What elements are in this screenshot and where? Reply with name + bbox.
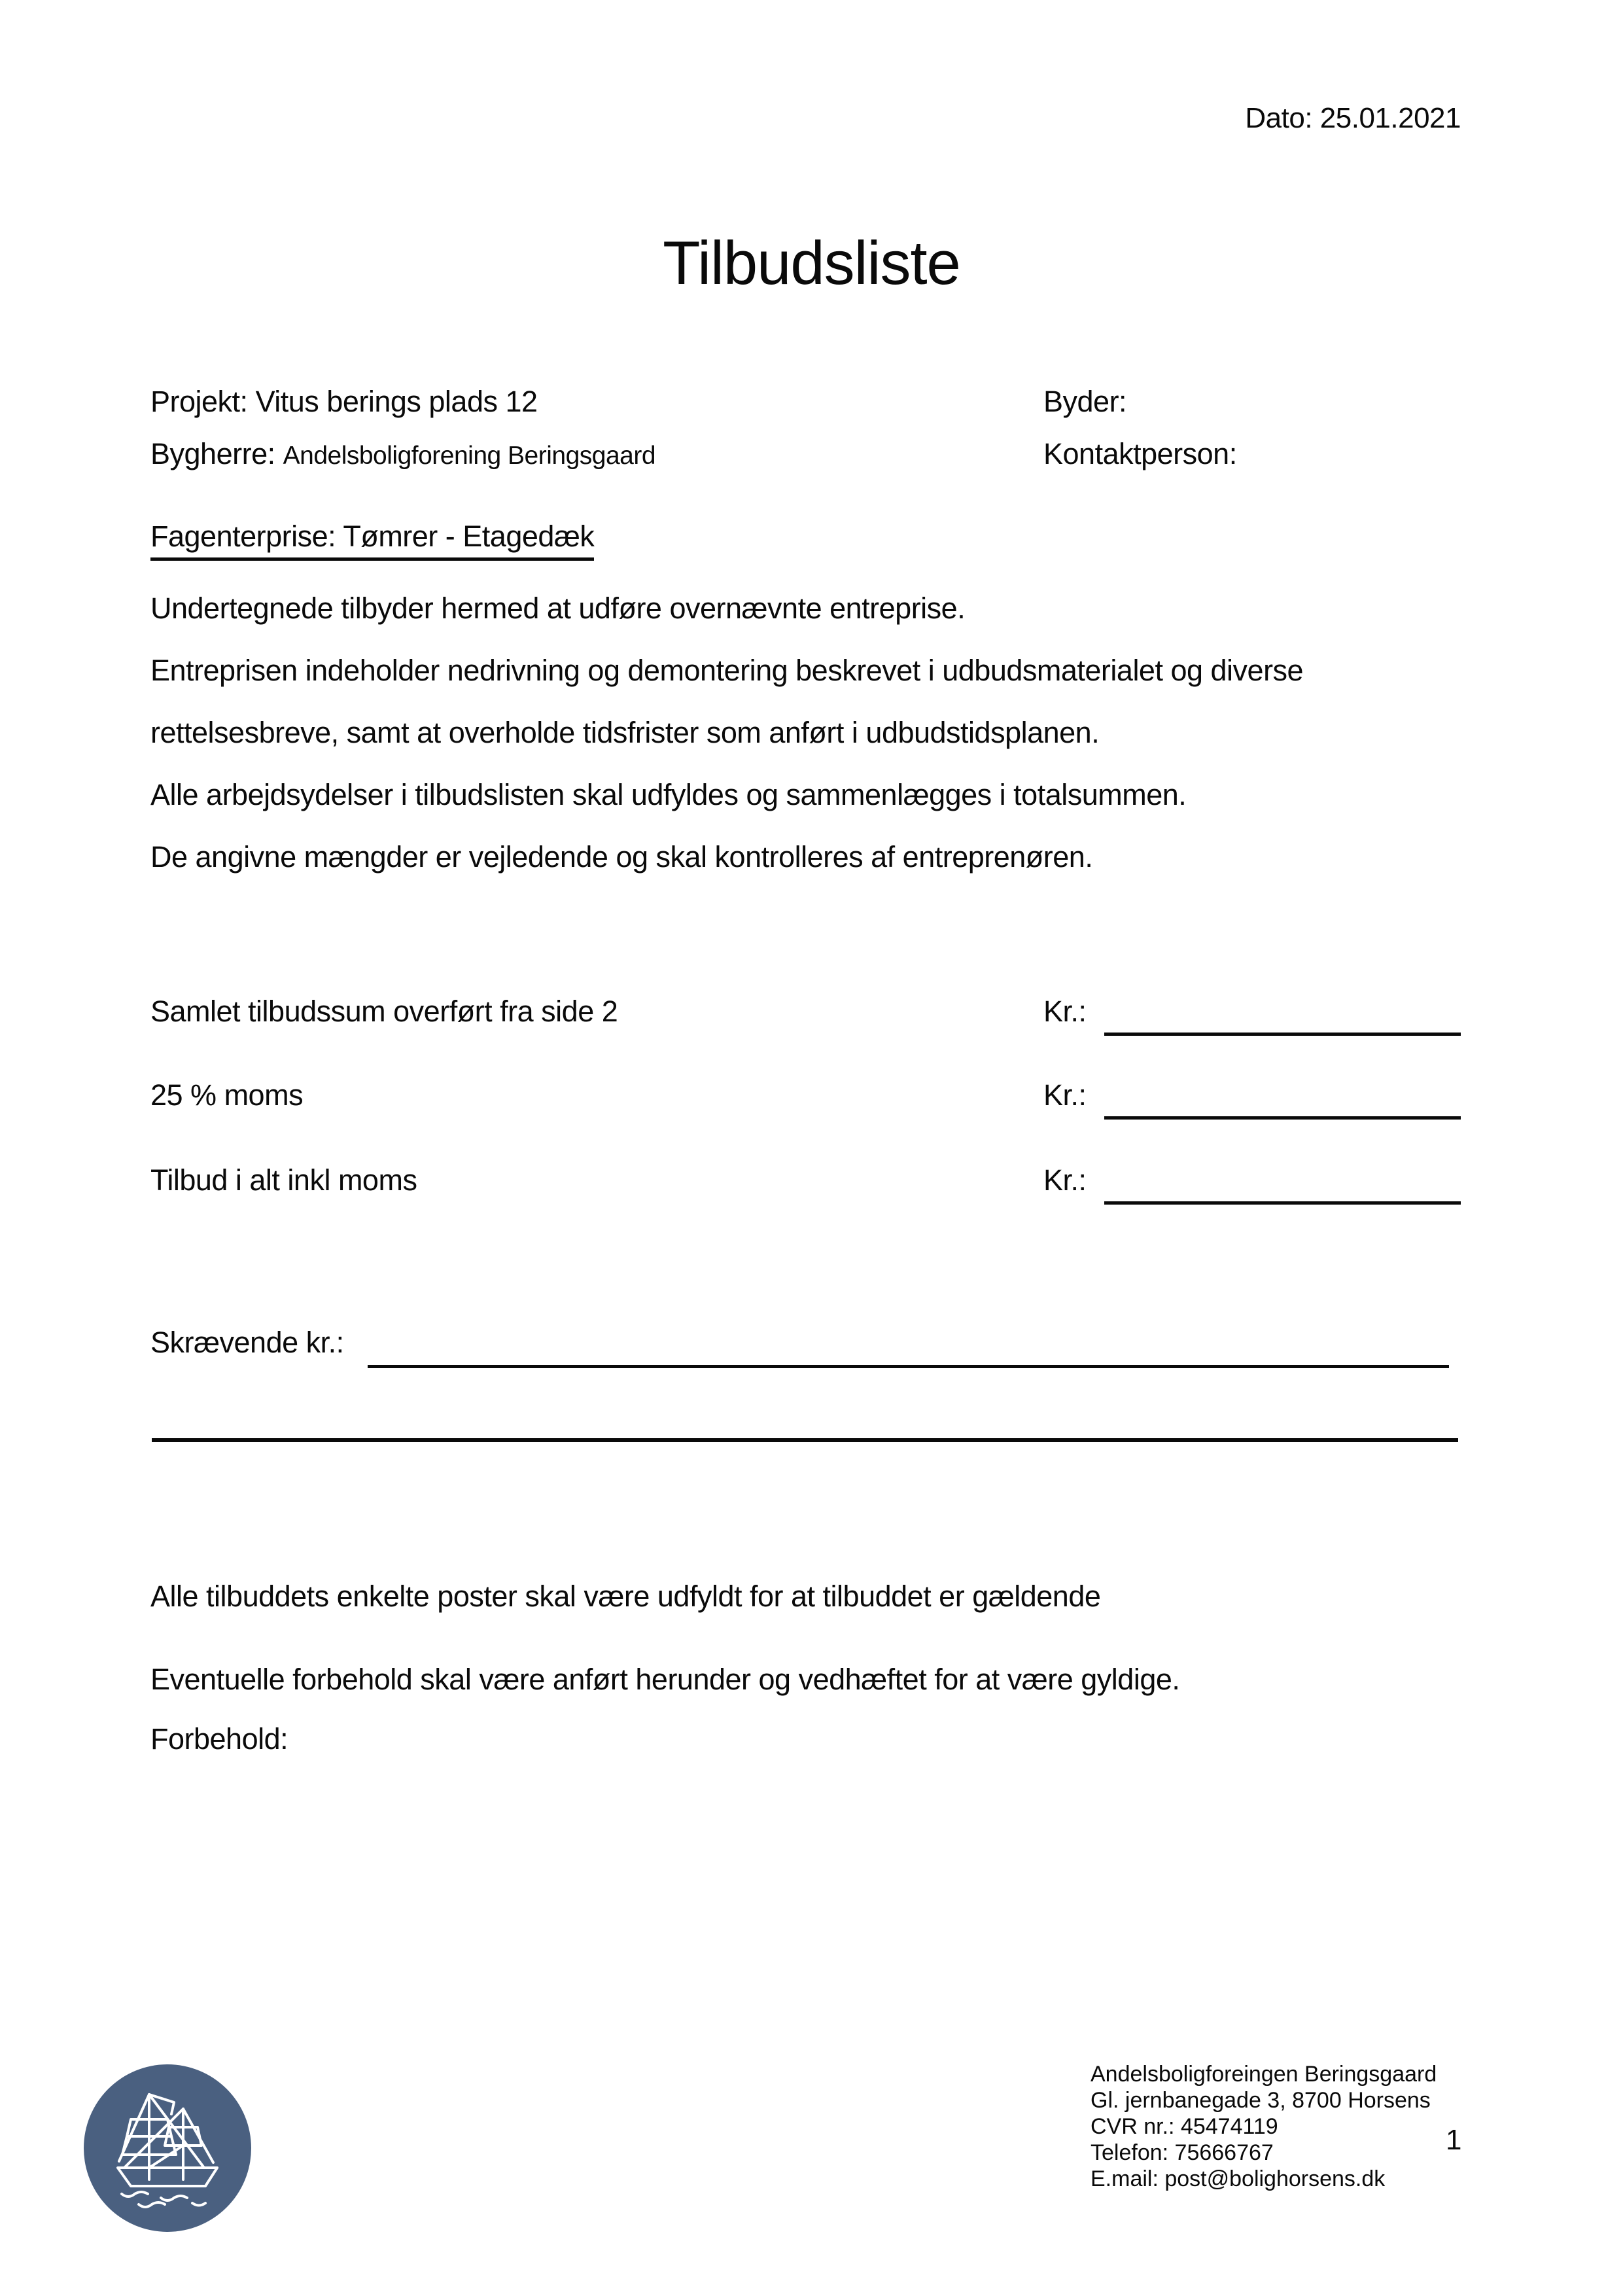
amount-blank-line [1104,1201,1461,1205]
intro-line: rettelsesbreve, samt at overholde tidsfrister som anført i udbudstidsplanen. [150,716,1100,749]
amount-blank-line [1104,1033,1461,1036]
trade-heading: Fagenterprise: Tømrer - Etagedæk [150,520,594,561]
intro-line: Alle arbejdsydelser i tilbudslisten skal udfyldes og sammenlægges i totalsummen. [150,778,1187,811]
intro-line: Undertegnede tilbyder hermed at udføre overnævnte entreprise. [150,592,966,625]
ship-icon [84,2064,251,2232]
address-line: Gl. jernbanegade 3, 8700 Horsens [1091,2088,1431,2113]
sum-row-total [150,995,1461,1029]
company-logo [84,2064,251,2232]
sum-label: 25 % moms [150,1078,304,1112]
intro-paragraph [150,577,1498,888]
sum-row-vat [150,1078,1461,1113]
address-line: Telefon: 75666767 [1091,2140,1274,2165]
sum-label: Samlet tilbudssum overført fra side 2 [150,995,618,1028]
amount-blank-line [1104,1116,1461,1120]
note-reservations: Eventuelle forbehold skal være anført herunder og vedhæftet for at være gyldige. [150,1663,1180,1696]
currency-label: Kr.: [1043,1078,1087,1112]
address-line: Andelsboligforeingen Beringsgaard [1091,2062,1437,2087]
project-bidder-row [0,385,1623,421]
address-line: CVR nr.: 45474119 [1091,2114,1278,2139]
contact-label: Kontaktperson: [1043,437,1237,470]
note-validity: Alle tilbuddets enkelte poster skal være udfyldt for at tilbuddet er gældende [150,1580,1101,1613]
page-title: Tilbudsliste [663,228,960,297]
sum-label: Tilbud i alt inkl moms [150,1163,417,1197]
project-label: Projekt: [150,385,248,418]
bidder-label: Byder: [1043,385,1127,418]
currency-label: Kr.: [1043,1163,1087,1197]
written-amount-label: Skrævende kr.: [150,1326,344,1359]
client-value: Andelsboligforening Beringsgaard [283,442,656,470]
continuation-blank-line [152,1438,1458,1442]
written-amount-blank-line [368,1365,1449,1368]
date-label: Dato: 25.01.2021 [1245,102,1461,134]
reservations-heading: Forbehold: [150,1722,288,1756]
client-field [150,437,655,471]
page-number: 1 [1446,2124,1461,2156]
written-amount-row [150,1326,1449,1360]
project-value: Vitus berings plads 12 [255,385,538,418]
currency-label: Kr.: [1043,995,1087,1028]
sum-row-total-incl-vat [150,1163,1461,1198]
company-address [1091,2061,1437,2192]
intro-line: De angivne mængder er vejledende og skal kontrolleres af entreprenøren. [150,840,1093,874]
intro-line: Entreprisen indeholder nedrivning og demontering beskrevet i udbudsmaterialet og diverse [150,654,1304,687]
client-label: Bygherre: [150,437,275,470]
client-contact-row [0,437,1623,474]
project-field [150,385,538,419]
address-line: E.mail: post@bolighorsens.dk [1091,2166,1386,2191]
